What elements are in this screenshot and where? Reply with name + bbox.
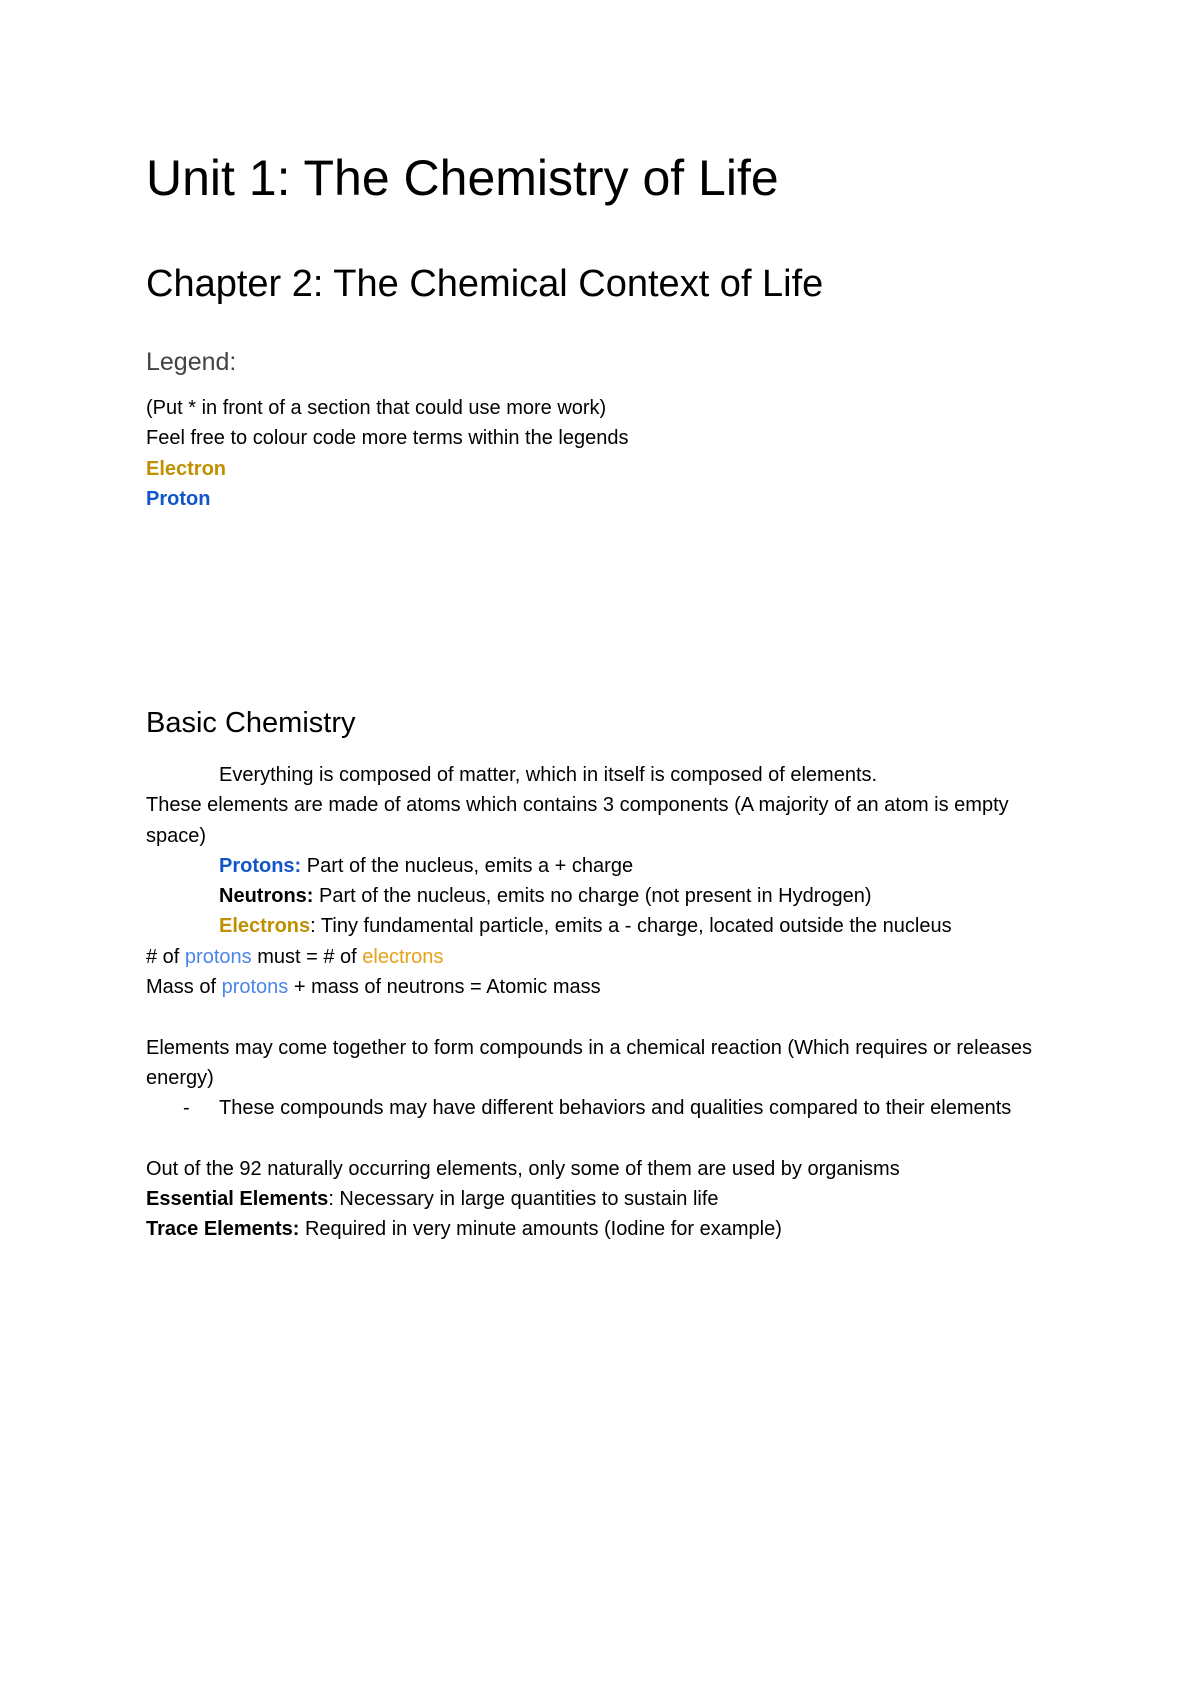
essential-term: Essential Elements [146,1188,329,1211]
eq1-middle: must = # of [251,945,363,968]
neutrons-text: Part of the nucleus, emits no charge (not present in Hydrogen) [313,885,872,908]
eq2-prefix: Mass of [146,976,222,999]
compounds-paragraph: Elements may come together to form compounds in a chemical reaction (Which requires or releases energy) [146,1036,1032,1089]
legend-note-colour: Feel free to colour code more terms within the legends [146,427,629,450]
protons-text: Part of the nucleus, emits a + charge [301,854,634,877]
legend-electron: Electron [146,457,227,480]
essential-elements-definition [146,1184,1066,1214]
protons-term: Protons: [219,854,302,877]
eq2-protons: protons [221,976,289,999]
compounds-bullet [146,1093,1066,1123]
eq1-prefix: # of [146,945,185,968]
legend-note-asterisk: (Put * in front of a section that could use more work) [146,397,607,419]
natural-elements-paragraph: Out of the 92 naturally occurring elements, only some of them are used by organisms [146,1157,900,1180]
protons-electrons-equation [146,942,1066,972]
bullet-dash: - [183,1097,190,1120]
trace-term: Trace Elements: [146,1218,300,1241]
eq1-protons: protons [184,945,252,968]
basic-chemistry-body [146,760,1066,1245]
neutrons-definition [146,881,1066,911]
legend-heading: Legend: [146,348,237,376]
atoms-paragraph: These elements are made of atoms which contains 3 components (A majority of an atom is empty space) [146,794,1009,847]
eq1-electrons: electrons [362,945,444,968]
blank-line [146,1002,1066,1032]
atomic-mass-equation [146,972,1066,1002]
legend-proton: Proton [146,487,211,510]
basic-chemistry-heading: Basic Chemistry [146,707,356,739]
trace-text: Required in very minute amounts (Iodine for example) [299,1218,782,1241]
chapter-title: Chapter 2: The Chemical Context of Life [146,263,824,305]
protons-definition [146,851,1066,881]
bullet-text: These compounds may have different behaviors and qualities compared to their elements [219,1097,1012,1120]
electrons-definition [146,911,1066,941]
neutrons-term: Neutrons: [219,885,314,908]
essential-text: : Necessary in large quantities to sustain life [328,1188,719,1211]
eq2-rest: + mass of neutrons = Atomic mass [288,976,601,999]
trace-elements-definition [146,1214,1066,1244]
legend-block [146,393,1066,514]
intro-paragraph: Everything is composed of matter, which in itself is composed of elements. [219,764,878,786]
unit-title: Unit 1: The Chemistry of Life [146,150,779,206]
electrons-term: Electrons [219,915,311,938]
electrons-text: : Tiny fundamental particle, emits a - charge, located outside the nucleus [310,915,952,938]
blank-line [146,1124,1066,1154]
